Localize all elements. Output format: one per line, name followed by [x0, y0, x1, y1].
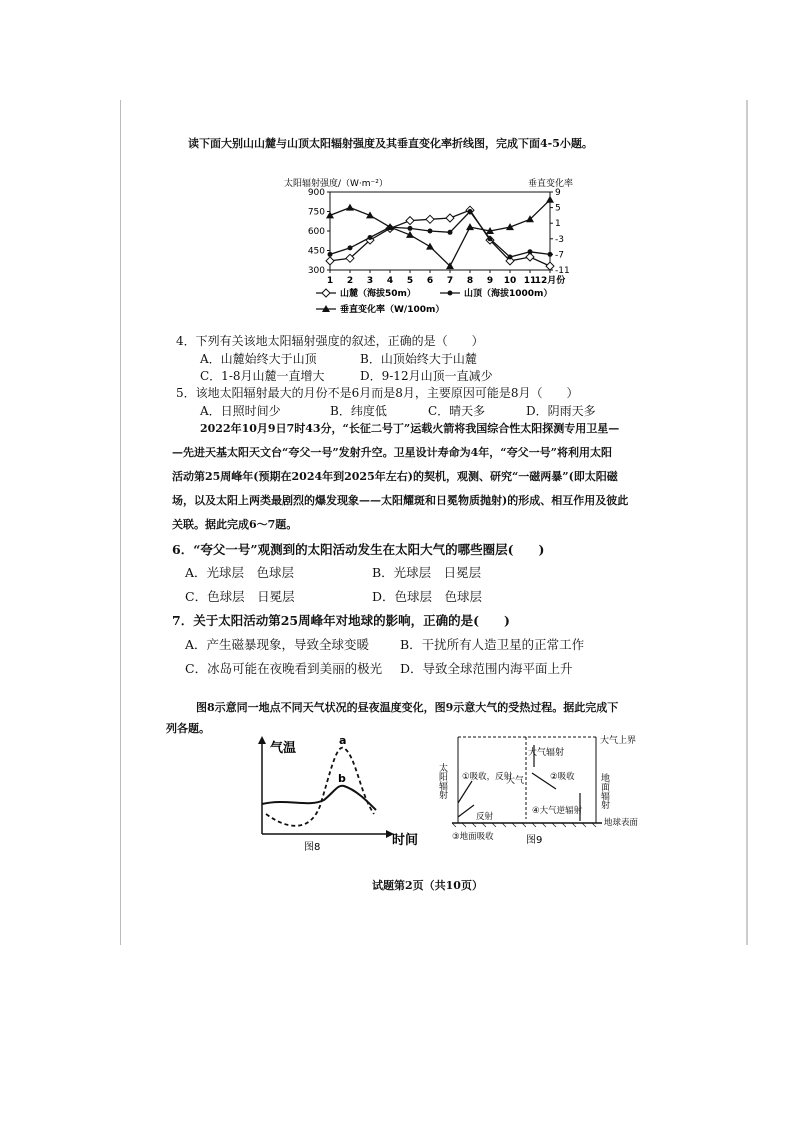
fig9-reflect-arrow	[458, 781, 472, 803]
x-tick-label: 7	[446, 276, 454, 286]
x-tick-label: 8	[466, 276, 474, 286]
series-point-triangle	[346, 204, 354, 211]
passage-line-5: 关联。据此完成6～7题。	[172, 518, 298, 531]
fig9-left-label: 太阳辐射	[437, 763, 447, 799]
left-tick-label: 600	[307, 227, 325, 237]
x-tick-label: 3	[366, 276, 374, 286]
q4-option-a: A．山麓始终大于山顶	[200, 352, 317, 366]
x-tick-label: 6	[426, 276, 434, 286]
series-point-triangle	[466, 223, 474, 230]
left-tick-label: 900	[307, 188, 325, 198]
series-point-dot	[508, 255, 513, 260]
q5-option-d: D．阴雨天多	[526, 404, 596, 418]
right-tick-label: 1	[555, 219, 561, 230]
series-point-diamond	[406, 217, 414, 225]
legend-marker-dot	[448, 291, 453, 296]
series-point-dot	[468, 209, 473, 214]
x-tick-label: 12月份	[534, 276, 566, 286]
series-point-diamond	[326, 257, 334, 265]
fig9-counter-radiation-label: ④大气逆辐射	[532, 806, 583, 816]
q6-option-a: A．光球层 色球层	[185, 565, 295, 580]
fig9-atmosphere-label: 大气	[506, 776, 525, 786]
x-tick-label: 9	[486, 276, 494, 286]
q6-stem: 6．“夸父一号”观测到的太阳活动发生在太阳大气的哪些圈层( )	[172, 542, 545, 557]
fig8-curve-a	[266, 748, 374, 826]
series-point-diamond	[546, 262, 554, 270]
fig8-x-label: 时间	[392, 833, 419, 848]
series-line-0	[330, 210, 550, 266]
series-point-dot	[348, 245, 353, 250]
passage-line-1: 2022年10月9日7时43分，“长征二号丁”运载火箭将我国综合性太阳探测专用卫星—	[200, 422, 620, 435]
fig8-y-label: 气温	[270, 741, 297, 756]
series-point-diamond	[426, 215, 434, 223]
passage-line-2: —先进天基太阳天文台“夸父一号”发射升空。卫星设计寿命为4年，“夸父一号”将利用太阳	[172, 446, 612, 459]
series-point-dot	[528, 249, 533, 254]
right-tick-label: 9	[555, 188, 561, 198]
legend-marker-diamond	[322, 289, 330, 297]
chart-plot-area	[308, 188, 570, 315]
legend-label: 山麓（海拔50m）	[340, 289, 416, 299]
series-point-dot	[328, 252, 333, 257]
x-tick-label: 4	[386, 276, 394, 286]
fig9-absorb1-label: ①吸收，反射	[462, 772, 513, 782]
right-tick-label: -11	[555, 266, 570, 276]
q6-option-c: C．色球层 日冕层	[185, 589, 295, 604]
q7-stem: 7．关于太阳活动第25周峰年对地球的影响，正确的是( )	[172, 613, 510, 628]
q7-option-a: A．产生磁暴现象，导致全球变暖	[185, 637, 370, 652]
fig9-surface-label: 地球表面	[604, 818, 639, 828]
right-tick-label: -3	[555, 234, 564, 245]
x-tick-label: 5	[406, 276, 414, 286]
page-border-left	[120, 100, 121, 945]
chart-left-axis-title: 太阳辐射强度/（W·m⁻²）	[284, 179, 388, 189]
fig9-atm-radiation-label: 大气辐射	[528, 748, 565, 758]
q5-option-b: B．纬度低	[330, 404, 387, 418]
q6-option-d: D．色球层 色球层	[372, 589, 483, 604]
x-tick-label: 1	[326, 276, 334, 286]
passage-line-3: 活动第25周峰年(预期在2024年到2025年左右)的契机，观测、研究“一磁两暴”(即太阳磁	[172, 470, 618, 483]
legend-label: 垂直变化率（W/100m）	[340, 305, 445, 315]
q7-option-d: D．导致全球范围内海平面上升	[400, 661, 573, 676]
right-tick-label: 5	[555, 203, 561, 214]
q6-option-b: B．光球层 日冕层	[372, 565, 482, 580]
q5-stem: 5．该地太阳辐射最大的月份不是6月而是8月，主要原因可能是8月（ ）	[176, 386, 579, 400]
left-tick-label: 450	[307, 246, 325, 257]
fig9-top-label: 大气上界	[600, 736, 637, 746]
q7-option-c: C．冰岛可能在夜晚看到美丽的极光	[185, 661, 383, 676]
q5-option-c: C．晴天多	[428, 404, 486, 418]
x-tick-label: 11	[523, 276, 537, 286]
series-point-dot	[488, 236, 493, 241]
right-tick-label: -7	[555, 250, 564, 261]
fig8-curve-a-label: a	[339, 734, 347, 747]
figure-9-atmosphere-heating-diagram	[437, 733, 690, 848]
fig9-ground-absorb-label: ③地面吸收	[452, 832, 494, 842]
passage-line-4: 场，以及太阳上两类最剧烈的爆发现象——太阳耀斑和日冕物质抛射)的形成、相互作用及彼此	[172, 494, 629, 507]
fig9-ground-reflect-arrow	[458, 805, 474, 817]
q4-stem: 4．下列有关该地太阳辐射强度的叙述，正确的是（ ）	[176, 334, 484, 348]
series-point-dot	[548, 252, 553, 257]
intro-fig8-9-line-1: 图8示意同一地点不同天气状况的昼夜温度变化，图9示意大气的受热过程。据此完成下	[196, 701, 619, 714]
chart-right-axis-title: 垂直变化率	[528, 179, 574, 189]
fig9-absorb2-label: ②吸收	[550, 772, 575, 782]
fig9-reflect-label: 反射	[476, 812, 494, 822]
series-line-2	[330, 200, 550, 266]
x-tick-label: 10	[503, 276, 517, 286]
series-point-dot	[408, 226, 413, 231]
series-point-diamond	[446, 214, 454, 222]
series-point-dot	[428, 229, 433, 234]
fig8-curve-b-label: b	[338, 772, 346, 785]
x-tick-label: 2	[346, 276, 354, 286]
intro-fig8-9-line-2: 列各题。	[166, 722, 210, 735]
q5-option-a: A．日照时间少	[200, 404, 281, 418]
figure-8-temperature-diagram	[248, 734, 428, 854]
series-point-dot	[368, 235, 373, 240]
series-point-dot	[448, 230, 453, 235]
q4-option-d: D．9-12月山顶一直减少	[360, 369, 493, 383]
page-footer: 试题第2页（共10页）	[372, 879, 483, 892]
radiation-line-chart	[284, 172, 750, 322]
fig9-caption: 图9	[526, 835, 543, 846]
left-tick-label: 300	[307, 266, 325, 276]
intro-q4-5: 读下面大别山山麓与山顶太阳辐射强度及其垂直变化率折线图，完成下面4-5小题。	[188, 137, 593, 150]
left-tick-label: 750	[307, 207, 325, 218]
q4-option-c: C．1-8月山麓一直增大	[200, 369, 325, 383]
legend-label: 山顶（海拔1000m）	[464, 289, 553, 299]
series-point-triangle	[426, 243, 434, 250]
fig8-caption: 图8	[304, 842, 321, 853]
fig8-y-arrow-icon	[258, 736, 266, 744]
q4-option-b: B．山顶始终大于山麓	[360, 352, 477, 366]
fig9-right-label: 地面辐射	[599, 773, 609, 809]
q7-option-b: B．干扰所有人造卫星的正常工作	[400, 637, 585, 652]
series-point-triangle	[546, 196, 554, 203]
